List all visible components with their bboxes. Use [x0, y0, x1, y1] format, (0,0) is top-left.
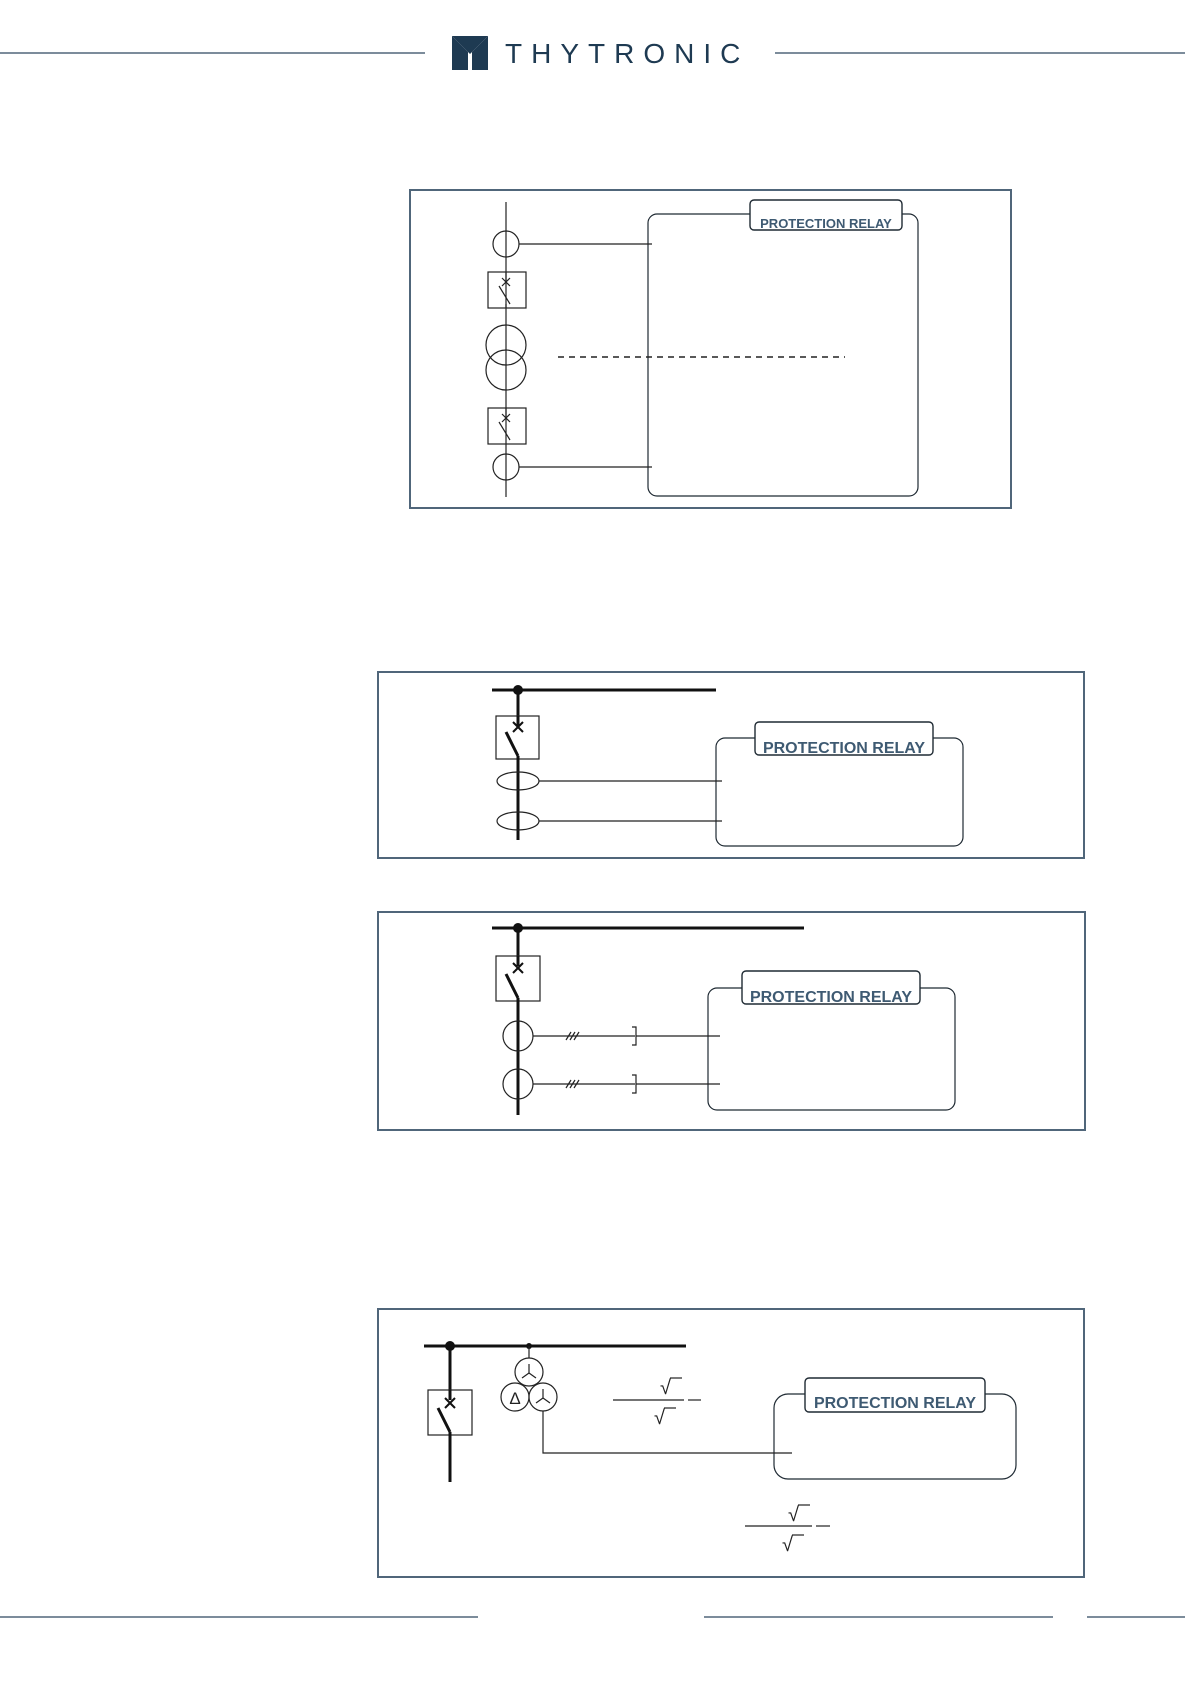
relay-label: PROTECTION RELAY [762, 740, 926, 757]
thytronic-logo-icon [452, 36, 488, 70]
diagram-phase-ct [378, 912, 1085, 1130]
sqrt-symbol: √ [782, 1534, 793, 1556]
relay-box [708, 988, 955, 1110]
relay-box [648, 214, 918, 496]
sqrt-symbol: √ [660, 1377, 671, 1399]
delta-winding-symbol: Δ [509, 1389, 521, 1408]
relay-label: PROTECTION RELAY [749, 989, 913, 1006]
sqrt-symbol: √ [788, 1504, 799, 1526]
relay-label: PROTECTION RELAY [813, 1395, 977, 1412]
brand-name: THYTRONIC [505, 38, 750, 69]
diagram-transformer [410, 190, 1011, 508]
diagram-voltage-transformer [378, 1309, 1084, 1577]
sqrt-symbol: √ [654, 1407, 665, 1429]
relay-label: PROTECTION RELAY [760, 216, 892, 231]
diagram-toroidal-ct [378, 672, 1084, 858]
page-header [0, 36, 1185, 70]
